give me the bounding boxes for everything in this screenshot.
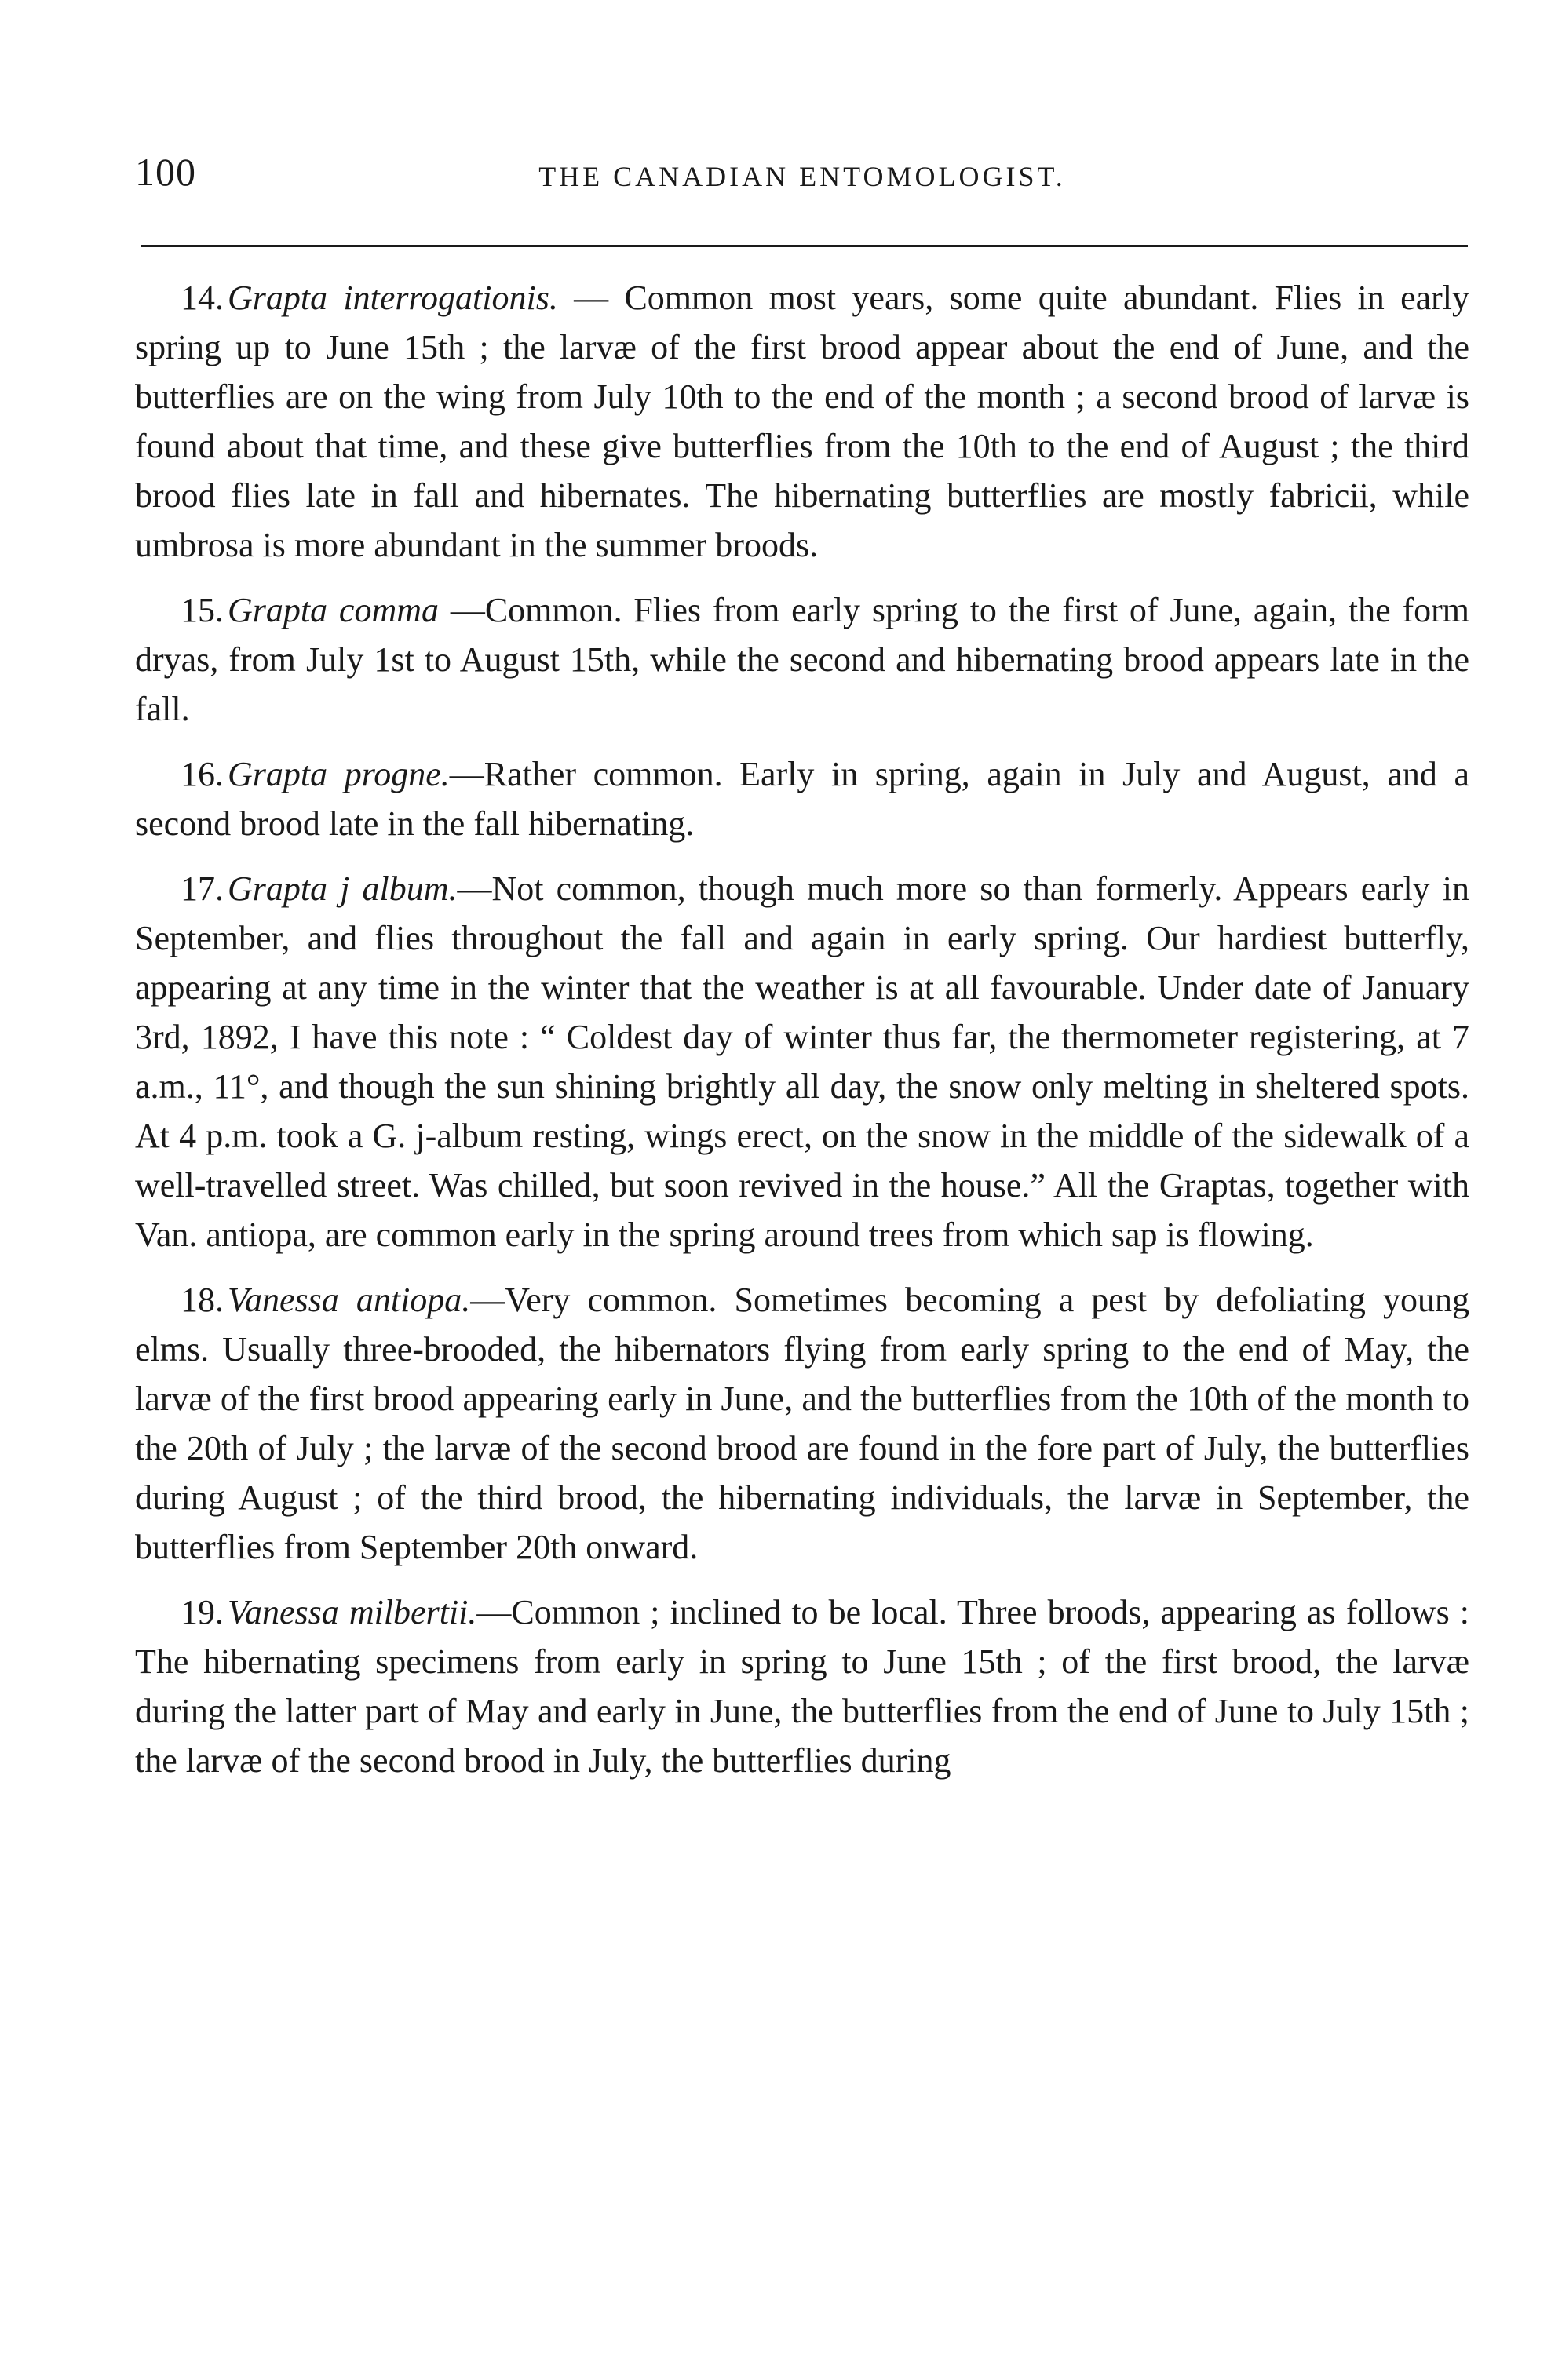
species-entry (135, 585, 1469, 734)
species-entry (135, 1587, 1469, 1785)
journal-title: THE CANADIAN ENTOMOLOGIST. (538, 161, 1066, 192)
species-name: Grapta comma (228, 591, 440, 629)
entry-text: —Rather common. Early in spring, again in July and August, and a second brood late in the fall hibernating. (135, 755, 1469, 843)
page (135, 149, 1470, 1780)
species-name: Grapta j album. (228, 869, 458, 908)
running-header (135, 149, 1469, 212)
entry-number: 19. (181, 1593, 224, 1631)
article-body (135, 273, 1469, 1801)
species-entry (135, 864, 1469, 1259)
entry-number: 17. (181, 869, 224, 908)
species-entry (135, 273, 1469, 570)
species-entry (135, 749, 1469, 848)
species-name: Grapta progne. (228, 755, 450, 793)
species-name: Grapta interrogationis. (228, 279, 558, 317)
page-number: 100 (135, 150, 196, 194)
entry-text: —Not common, though much more so than formerly. Appears early in September, and flies throughout the fall and again in early spring. Our hardiest butterfly, appearing at any time in the winter that the weather is at all favourable. Under date of January 3rd, 1892, I have this note : “ Coldest day of winter thus far, the thermometer registering, at 7 a.m., 11°, and though the sun shining brightly all day, the snow only melting in sheltered spots. At 4 p.m. took a G. j-album resting, wings erect, on the snow in the middle of the sidewalk of a well-travelled street. Was chilled, but soon revived in the house.” All the Graptas, together with Van. antiopa, are common early in the spring around trees from which sap is flowing. (135, 869, 1469, 1254)
species-entry (135, 1275, 1469, 1572)
entry-number: 15. (181, 591, 224, 629)
entry-text: — Common most years, some quite abundant. Flies in early spring up to June 15th ; the larvæ of the first brood appear about the end of June, and the butterflies are on the wing from July 10th to the end of the month ; a second brood of larvæ is found about that time, and these give butterflies from the 10th to the end of August ; the third brood flies late in fall and hibernates. The hibernating butterflies are mostly fabricii, while umbrosa is more abundant in the summer broods. (135, 279, 1469, 564)
entry-number: 16. (181, 755, 224, 793)
species-name: Vanessa antiopa. (228, 1281, 471, 1319)
species-name: Vanessa milbertii. (228, 1593, 477, 1631)
entry-text: —Very common. Sometimes becoming a pest by defoliating young elms. Usually three-brooded, the hibernators flying from early spring to the end of May, the larvæ of the first brood appearing early in June, and the butterflies from the 10th of the month to the 20th of July ; the larvæ of the second brood are found in the fore part of July, the butterflies during August ; of the third brood, the hibernating individuals, the larvæ in September, the butterflies from September 20th onward. (135, 1281, 1469, 1566)
entry-number: 14. (181, 279, 224, 317)
header-rule (141, 245, 1468, 247)
entry-text: —Common. Flies from early spring to the first of June, again, the form dryas, from July 1st to August 15th, while the second and hibernating brood appears late in the fall. (135, 591, 1470, 728)
entry-text: —Common ; inclined to be local. Three broods, appearing as follows : The hibernating specimens from early in spring to June 15th ; of the first brood, the larvæ during the latter part of May and early in June, the butterflies from the end of June to July 15th ; the larvæ of the second brood in July, the butterflies during (135, 1593, 1469, 1780)
entry-number: 18. (181, 1281, 224, 1319)
